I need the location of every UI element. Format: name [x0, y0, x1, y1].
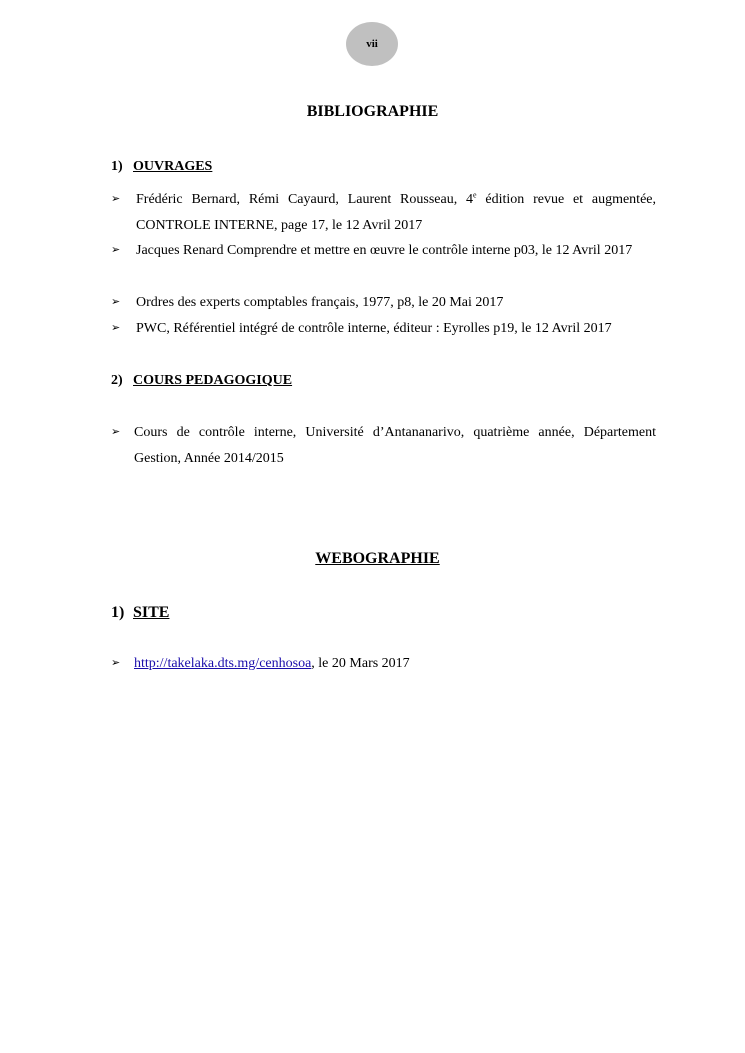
list-item	[111, 238, 656, 290]
section-cours-pedagogique	[111, 373, 292, 389]
reference-text: édition revue et augmentée, CONTROLE INTERNE, page 17, le 12 Avril 2017	[136, 192, 657, 233]
reference-text: , le 20 Mars 2017	[311, 656, 410, 671]
arrow-bullet-icon: ➢	[111, 244, 121, 256]
webography-title: WEBOGRAPHIE	[315, 550, 440, 567]
arrow-bullet-icon: ➢	[111, 426, 121, 438]
reference-text: PWC, Référentiel intégré de contrôle interne, éditeur : Eyrolles p19, le 12 Avril 2017	[136, 321, 612, 336]
list-item	[111, 651, 656, 677]
arrow-bullet-icon: ➢	[111, 296, 121, 308]
section-title-site: SITE	[133, 604, 170, 621]
list-item	[111, 420, 656, 472]
reference-text: Cours de contrôle interne, Université d’Antananarivo, quatrième année, Département Gestion, Année 2014/2015	[134, 425, 656, 466]
reference-text: Jacques Renard Comprendre et mettre en œuvre le contrôle interne p03, le 12 Avril 2017	[136, 243, 633, 258]
reference-text: Ordres des experts comptables français, 1977, p8, le 20 Mai 2017	[136, 295, 504, 310]
arrow-bullet-icon: ➢	[111, 193, 121, 205]
page-number: vii	[366, 38, 378, 50]
reference-text: Frédéric Bernard, Rémi Cayaurd, Laurent Rousseau, 4	[136, 192, 474, 207]
section-ouvrages	[111, 159, 212, 175]
section-site	[111, 604, 169, 622]
section-number: 1)	[111, 159, 123, 174]
superscript: e	[473, 190, 477, 200]
list-item	[111, 290, 656, 316]
section-number: 1)	[111, 604, 125, 621]
arrow-bullet-icon: ➢	[111, 657, 121, 669]
page-number-badge	[346, 22, 398, 66]
section-title-ouvrages: OUVRAGES	[133, 159, 213, 174]
section-title-cours: COURS PEDAGOGIQUE	[133, 373, 293, 388]
bibliography-title: BIBLIOGRAPHIE	[306, 103, 439, 120]
site-link[interactable]: http://takelaka.dts.mg/cenhosoa	[134, 656, 312, 671]
section-number: 2)	[111, 373, 123, 388]
arrow-bullet-icon: ➢	[111, 322, 121, 334]
list-item	[111, 187, 656, 239]
list-item	[111, 316, 656, 342]
